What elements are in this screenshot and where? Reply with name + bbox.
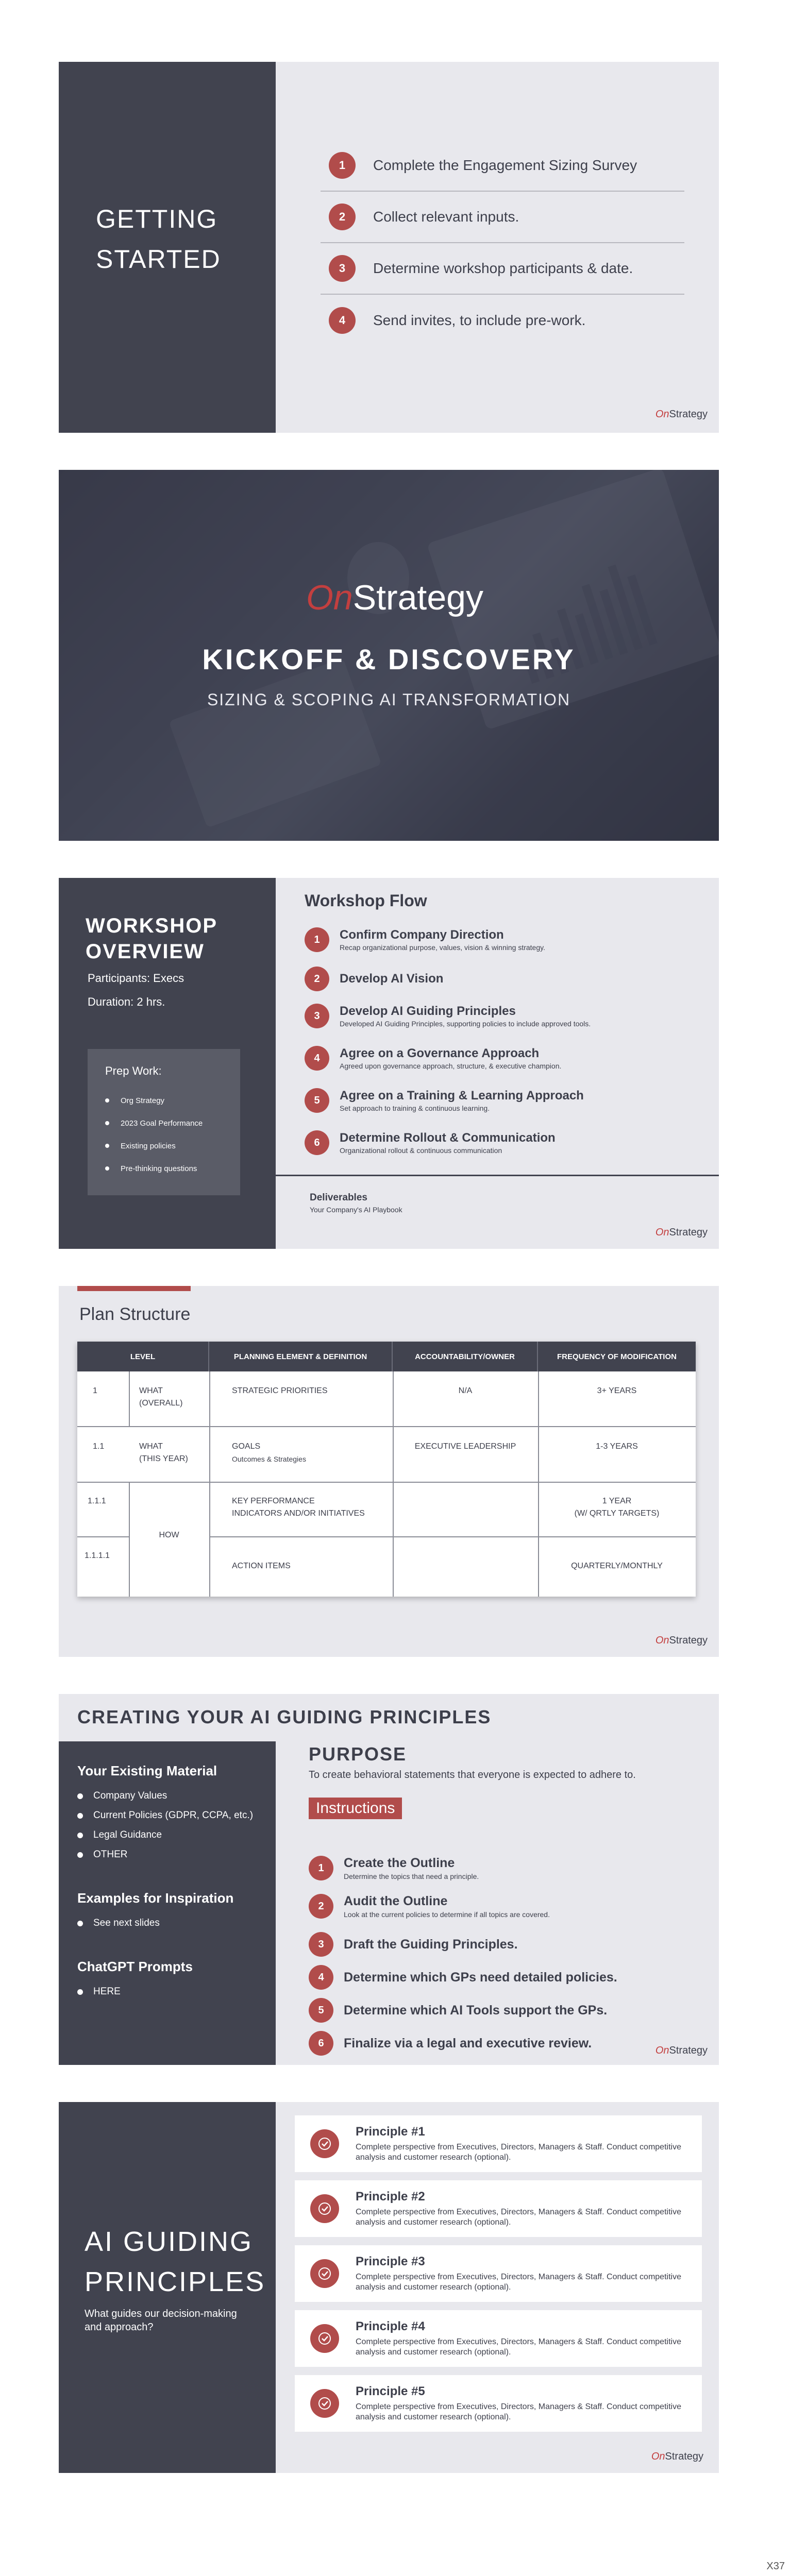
principle-title: Principle #4 — [356, 2319, 425, 2333]
flow-title: Agree on a Training & Learning Approach — [340, 1089, 584, 1103]
step-number-badge: 1 — [329, 152, 356, 179]
element-cell — [232, 1495, 365, 1520]
row-divider — [77, 1482, 696, 1483]
frequency-cell: QUARTERLY/MONTHLY — [571, 1562, 663, 1570]
owner-cell: EXECUTIVE LEADERSHIP — [414, 1442, 516, 1451]
logo-strategy: Strategy — [669, 1227, 708, 1238]
flow-number-badge: 5 — [305, 1088, 329, 1113]
logo-strategy: Strategy — [669, 409, 708, 420]
logo-strategy: Strategy — [669, 2045, 708, 2056]
slide-workshop-overview — [59, 878, 719, 1249]
step-text: Determine workshop participants & date. — [373, 260, 633, 276]
logo-on: On — [655, 2045, 669, 2056]
instruction-number-badge: 4 — [309, 1965, 333, 1990]
step-item — [321, 243, 684, 295]
instruction-title: Determine which AI Tools support the GPs. — [344, 2003, 608, 2018]
instruction-item — [309, 1932, 518, 1957]
principle-desc: Complete perspective from Executives, Directors, Managers & Staff. Conduct competitive analysis and customer research (optional). — [356, 2208, 681, 2227]
title-line-1: GETTING — [96, 205, 218, 233]
step-item — [321, 140, 684, 192]
row-divider — [209, 1536, 696, 1537]
prep-work-box — [88, 1049, 240, 1195]
purpose-desc: To create behavioral statements that everyone is expected to adhere to. — [309, 1769, 636, 1781]
step-item — [321, 295, 684, 346]
prep-work-list — [105, 1089, 223, 1180]
frequency-cell — [538, 1495, 696, 1520]
instruction-number-badge: 6 — [309, 2031, 333, 2056]
element-text: KEY PERFORMANCE — [232, 1497, 315, 1505]
logo-strategy: Strategy — [352, 578, 483, 617]
brand-logo — [306, 580, 483, 615]
flow-number-badge: 6 — [305, 1130, 329, 1155]
flow-desc: Set approach to training & continuous learning. — [340, 1104, 490, 1112]
slide-title — [86, 913, 217, 964]
principle-desc: Complete perspective from Executives, Directors, Managers & Staff. Conduct competitive analysis and customer research (optional). — [356, 2143, 681, 2162]
table-header — [77, 1342, 696, 1371]
row-divider — [77, 1536, 129, 1537]
instruction-desc: Determine the topics that need a principle. — [344, 1872, 479, 1880]
level-cell: 1 — [93, 1386, 97, 1395]
step-item — [321, 192, 684, 243]
col-divider — [129, 1371, 130, 1426]
prep-work-title: Prep Work: — [105, 1064, 162, 1077]
principle-title: Principle #1 — [356, 2125, 425, 2139]
logo-on: On — [651, 2451, 665, 2462]
brand-logo — [655, 2045, 708, 2056]
list-item: Org Strategy — [105, 1089, 223, 1112]
level-cell: 1.1 — [93, 1442, 105, 1451]
slide-subtitle: SIZING & SCOPING AI TRANSFORMATION — [207, 690, 571, 709]
what-cell — [139, 1440, 188, 1465]
title-line-1: AI GUIDING — [85, 2226, 254, 2257]
instruction-title: Determine which GPs need detailed policies. — [344, 1970, 617, 1985]
prompts-title: ChatGPT Prompts — [77, 1959, 193, 1974]
element-text: GOALS — [232, 1442, 261, 1451]
workshop-flow-panel — [276, 878, 719, 1249]
flow-item — [305, 967, 443, 991]
instruction-item — [309, 1998, 607, 2023]
instruction-item — [309, 2031, 592, 2056]
logo-strategy: Strategy — [665, 2451, 703, 2462]
title-line-2: OVERVIEW — [86, 940, 205, 963]
logo-on: On — [655, 1635, 669, 1646]
check-circle-icon — [310, 2259, 339, 2288]
flow-number-badge: 4 — [305, 1046, 329, 1071]
logo-on: On — [655, 1227, 669, 1238]
left-panel — [59, 1741, 276, 2065]
element-cell: ACTION ITEMS — [232, 1562, 291, 1570]
check-circle-icon — [310, 2194, 339, 2223]
instruction-item — [309, 1856, 479, 1880]
step-text: Collect relevant inputs. — [373, 209, 519, 225]
duration-text: Duration: 2 hrs. — [88, 995, 165, 1008]
principle-card — [295, 2310, 702, 2367]
purpose-title: PURPOSE — [309, 1743, 407, 1765]
accent-bar — [77, 1286, 191, 1291]
step-number-badge: 2 — [329, 204, 356, 230]
check-circle-icon — [310, 2129, 339, 2158]
flow-title: Develop AI Vision — [340, 972, 444, 986]
prompts-link[interactable]: HERE — [77, 1982, 257, 2002]
left-panel — [59, 2102, 276, 2473]
left-panel — [59, 62, 276, 433]
workshop-flow-title: Workshop Flow — [305, 891, 427, 910]
plan-structure-table — [77, 1342, 696, 1597]
flow-item — [305, 1004, 591, 1028]
principle-card — [295, 2245, 702, 2302]
slide-plan-structure — [59, 1286, 719, 1657]
examples-list — [77, 1913, 257, 1933]
flow-number-badge: 1 — [305, 927, 329, 952]
what-text: WHAT — [139, 1386, 163, 1395]
brand-logo — [655, 1227, 708, 1238]
examples-title: Examples for Inspiration — [77, 1890, 234, 1906]
flow-desc: Agreed upon governance approach, structure, & executive champion. — [340, 1062, 562, 1070]
deliverables-title: Deliverables — [310, 1192, 367, 1203]
slide-kickoff — [59, 470, 719, 841]
brand-logo — [651, 2451, 703, 2462]
existing-material-title: Your Existing Material — [77, 1763, 217, 1778]
flow-number-badge: 2 — [305, 967, 329, 991]
list-item: Company Values — [77, 1786, 257, 1806]
level-cell: 1.1.1 — [88, 1497, 106, 1505]
existing-material-list — [77, 1786, 257, 1865]
how-cell: HOW — [159, 1531, 179, 1539]
flow-desc: Recap organizational purpose, values, vision & winning strategy. — [340, 943, 545, 952]
instruction-title: Finalize via a legal and executive review. — [344, 2036, 592, 2050]
instruction-item — [309, 1965, 617, 1990]
instruction-desc: Look at the current policies to determine if all topics are covered. — [344, 1910, 550, 1919]
flow-item — [305, 1130, 556, 1155]
slide-title — [85, 2222, 265, 2302]
instruction-item — [309, 1894, 550, 1919]
what-sub-text: (THIS YEAR) — [139, 1454, 188, 1463]
deliverables-text: Your Company's AI Playbook — [310, 1206, 402, 1214]
header-element: PLANNING ELEMENT & DEFINITION — [209, 1342, 393, 1371]
check-circle-icon — [310, 2389, 339, 2418]
flow-desc: Organizational rollout & continuous communication — [340, 1146, 502, 1155]
logo-strategy: Strategy — [669, 1635, 708, 1646]
brand-logo — [655, 409, 708, 419]
principle-desc: Complete perspective from Executives, Directors, Managers & Staff. Conduct competitive analysis and customer research (optional). — [356, 2337, 681, 2357]
flow-title: Agree on a Governance Approach — [340, 1046, 540, 1060]
flow-title: Confirm Company Direction — [340, 928, 504, 942]
flow-item — [305, 1088, 584, 1113]
frequency-sub-text: (W/ QRTLY TARGETS) — [574, 1509, 660, 1518]
left-panel — [59, 878, 276, 1249]
element-cell: STRATEGIC PRIORITIES — [232, 1386, 328, 1395]
slide-creating-principles — [59, 1694, 719, 2065]
instruction-title: Audit the Outline — [344, 1894, 448, 1908]
step-number-badge: 4 — [329, 307, 356, 334]
element-cell — [232, 1440, 306, 1465]
slide-title: Plan Structure — [79, 1304, 191, 1324]
page-number: X37 — [766, 2561, 785, 2572]
title-line-2: PRINCIPLES — [85, 2266, 266, 2297]
slide-title — [96, 199, 221, 279]
instruction-number-badge: 1 — [309, 1856, 333, 1880]
step-text: Complete the Engagement Sizing Survey — [373, 157, 637, 173]
principle-title: Principle #2 — [356, 2190, 425, 2204]
principle-title: Principle #3 — [356, 2255, 425, 2268]
list-item: Current Policies (GDPR, CCPA, etc.) — [77, 1806, 257, 1825]
step-text: Send invites, to include pre-work. — [373, 312, 586, 328]
slide-subtitle: What guides our decision-making and approach? — [85, 2308, 237, 2333]
principle-card — [295, 2115, 702, 2172]
what-text: WHAT — [139, 1442, 163, 1451]
list-item: 2023 Goal Performance — [105, 1112, 223, 1134]
slide-getting-started — [59, 62, 719, 433]
frequency-cell: 3+ YEARS — [597, 1386, 637, 1395]
list-item: Legal Guidance — [77, 1825, 257, 1845]
list-item: Pre-thinking questions — [105, 1157, 223, 1180]
participants-text: Participants: Execs — [88, 972, 184, 985]
what-cell — [139, 1385, 182, 1410]
slide-title: KICKOFF & DISCOVERY — [202, 643, 576, 675]
principle-card — [295, 2375, 702, 2432]
title-line-2: STARTED — [96, 245, 221, 274]
slide-title: CREATING YOUR AI GUIDING PRINCIPLES — [77, 1706, 492, 1727]
col-divider — [393, 1371, 394, 1597]
section-divider — [276, 1175, 719, 1176]
instruction-number-badge: 3 — [309, 1932, 333, 1957]
step-number-badge: 3 — [329, 255, 356, 282]
check-circle-icon — [310, 2324, 339, 2353]
list-item: OTHER — [77, 1845, 257, 1865]
instruction-number-badge: 2 — [309, 1894, 333, 1919]
principle-desc: Complete perspective from Executives, Directors, Managers & Staff. Conduct competitive analysis and customer research (optional). — [356, 2402, 681, 2421]
element-sub-text: INDICATORS AND/OR INITIATIVES — [232, 1509, 365, 1518]
flow-item — [305, 927, 545, 952]
deliverables-section — [310, 1192, 402, 1214]
instruction-title: Create the Outline — [344, 1856, 455, 1870]
logo-on: On — [306, 578, 353, 617]
what-sub-text: (OVERALL) — [139, 1399, 183, 1408]
flow-desc: Developed AI Guiding Principles, supporting policies to include approved tools. — [340, 1020, 591, 1028]
slide-ai-guiding-principles — [59, 2102, 719, 2473]
col-divider — [209, 1371, 210, 1597]
frequency-cell: 1-3 YEARS — [596, 1442, 638, 1451]
instructions-panel — [309, 1743, 711, 2050]
principle-desc: Complete perspective from Executives, Directors, Managers & Staff. Conduct competitive analysis and customer research (optional). — [356, 2273, 681, 2292]
flow-item — [305, 1046, 561, 1071]
header-frequency: FREQUENCY OF MODIFICATION — [557, 1352, 677, 1361]
instruction-title: Draft the Guiding Principles. — [344, 1937, 518, 1952]
frequency-text: 1 YEAR — [602, 1497, 632, 1505]
flow-title: Determine Rollout & Communication — [340, 1131, 556, 1145]
header-level: LEVEL — [77, 1342, 209, 1371]
brand-logo — [655, 1635, 708, 1646]
flow-title: Develop AI Guiding Principles — [340, 1004, 516, 1018]
list-item: Existing policies — [105, 1134, 223, 1157]
flow-number-badge: 3 — [305, 1004, 329, 1028]
level-cell: 1.1.1.1 — [85, 1551, 110, 1560]
principle-title: Principle #5 — [356, 2384, 425, 2398]
list-item[interactable]: See next slides — [77, 1913, 257, 1933]
logo-on: On — [655, 409, 669, 420]
row-divider — [77, 1426, 696, 1427]
instructions-label: Instructions — [309, 1798, 402, 1819]
steps-list — [321, 140, 684, 346]
title-line-1: WORKSHOP — [86, 914, 217, 937]
header-owner: ACCOUNTABILITY/OWNER — [393, 1342, 538, 1371]
table-body — [77, 1371, 696, 1597]
prompts-list — [77, 1982, 257, 2002]
principle-card — [295, 2180, 702, 2237]
element-sub-text: Outcomes & Strategies — [232, 1455, 306, 1463]
instruction-number-badge: 5 — [309, 1998, 333, 2023]
owner-cell: N/A — [458, 1386, 473, 1395]
